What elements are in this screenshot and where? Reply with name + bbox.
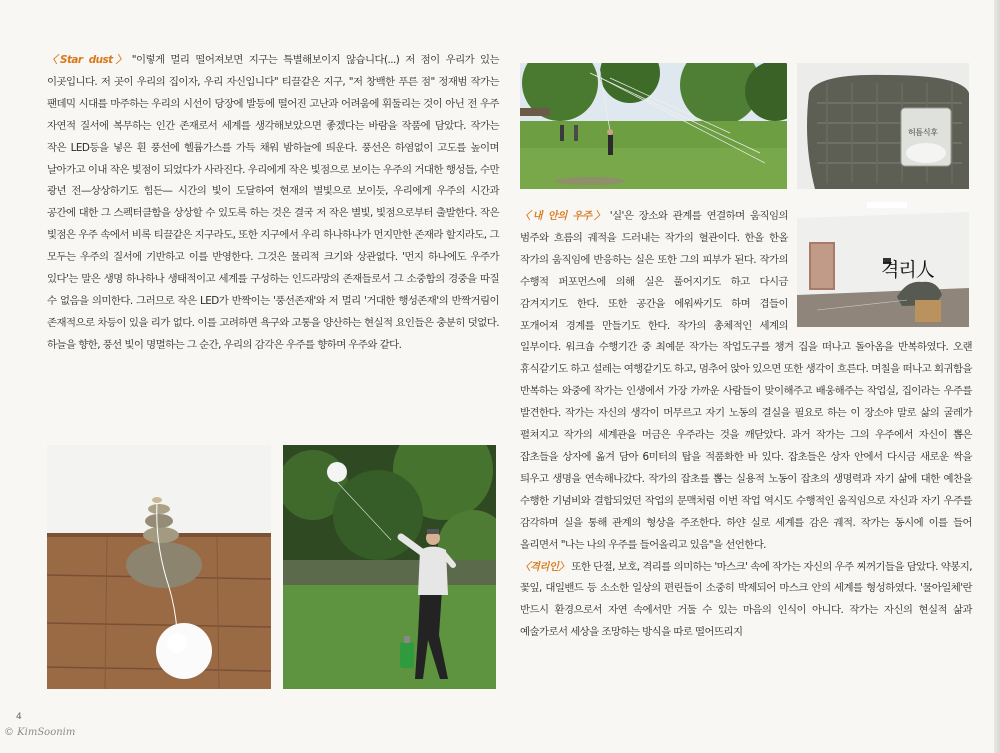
page-number: 4 — [16, 712, 22, 722]
star-dust-text — [47, 50, 499, 357]
watermark: © KimSoonim — [4, 727, 76, 738]
inner-universe-float-spacer — [788, 206, 972, 336]
gallery-wall-sign: 격리人 — [881, 259, 934, 281]
thread-garden-photo — [520, 63, 787, 189]
inner-universe-text — [520, 206, 972, 644]
page-binding-edge — [994, 0, 1000, 753]
isolation-title: 〈격리인〉 — [520, 560, 569, 573]
balloon-release-photo — [283, 445, 496, 689]
star-dust-body: "이렇게 멀리 떨어져보면 지구는 특별해보이지 않습니다(...) 저 점이 우리가 있는 이곳입니다. 저 곳이 우리의 집이자, 우리 자신입니다" 티끌같은 지구, "저 창백한 푸른 점" 정재범 작가는 팬데믹 시대를 마주하는 우리의 시선이 당장에 발등에 떨어진 고난과 어려움에 휘둘리는 것이 아닌 전 우주 자연적 질서에 복무하는 인간 존재로서 세계를 생각해보았으면 좋겠다는 바람을 작품에 담았다. 작가는 작은 LED등을 넣은 흰 풍선에 헬륨가스를 가득 채워 밤하늘에 띄운다. 풍선은 하염없이 고도를 높이며 날아가고 이내 작은 빛점이 되었다가 사라진다. 우리에게 작은 빛점으로 보이는 우주의 거대한 행성들, 수만 광년 전—상상하기도 힘든— 시간의 빛이 도달하여 현재의 별빛으로 보이듯, 우리에게 우주의 시간과 공간에 대한 그 스펙터클함을 상상할 수 있도록 하는 것은 결국 저 작은 별빛, 빛점으로부터 출발한다. 작은 빛점은 우주 속에서 비록 티끌같은 지구라도, 또한 지구에서 우리 하나하나가 먼지만한 존재라 할지라도, 그 모두는 우주의 질서에 기반하고 이를 반영한다. 그것은 물리적 크기와 상관없다. '먼지 하나에도 우주가 있다'는 말은 생명 하나하나 생태적이고 세계를 구성하는 인드라망의 존재들로서 그 소중함의 경중을 따질 수 없음을 의미한다. 그러므로 작은 LED가 반짝이는 '풍선존재'와 저 멀리 '거대한 행성존재'의 반짝거림이 존재적으로 차등이 있을 리가 없다. 이를 고려하면 욕구와 고통을 양산하는 현실적 요인들은 충분히 덧없다. 하늘을 향한, 풍선 빛이 명멸하는 그 순간, 우리의 감각은 우주를 향하며 우주와 같다. — [47, 54, 499, 351]
isolation-body: 또한 단절, 보호, 격리를 의미하는 '마스크' 속에 작가는 자신의 우주 찌꺼기들을 담았다. 약봉지, 꽃잎, 대일밴드 등 소소한 일상의 편린들이 소중히 박제되어 마스크 안의 세계를 형성하였다. '물아일체'란 반드시 환경으로서 자연 속에서만 거둘 수 있는 마음의 인식이 아니다. 작가는 자신의 현실적 삶과 예술가로서 세상을 조망하는 방식을 따로 떨어뜨리지 — [520, 560, 972, 639]
inner-universe-title: 〈내 안의 우주〉 — [520, 210, 607, 222]
mask-artwork-photo — [797, 63, 969, 189]
star-dust-title: 〈Star dust〉 — [47, 54, 129, 66]
stone-balloon-photo — [47, 445, 271, 689]
mask-label: 허틈식후 — [908, 128, 938, 137]
inner-universe-body: '실'은 장소와 관계를 연결하며 움직임의 범주와 흐름의 궤적을 드러내는 작가의 혈관이다. 한올 한올 작가의 움직임에 반응하는 실은 또한 그의 피부가 된다. 작가의 수행적 퍼포먼스에 의해 실은 풀어지기도 하고 다시금 감겨지기도 한다. 또한 공간을 에워싸기도 하며 겹들이 포개어져 경계를 만들기도 한다. 작가의 총체적인 세계의 일부이다. 워크숍 수행기간 중 최예문 작가는 작업도구를 챙겨 집을 떠나고 돌아옴을 반복하였다. 오랜 휴식같기도 하고 설레는 여행같기도 하고, 멈추어 앉아 있으면 또한 생각이 흐른다. 며칠을 떠나고 회귀함을 반복하는 와중에 작가는 인생에서 가장 가까운 사람들이 맞이해주고 배웅해주는 작업실, 집이라는 우주를 발견한다. 작가는 자신의 생각이 머무르고 자기 노동의 결실을 필요로 하는 이 장소야 말로 삶의 굴레가 펼쳐지고 작가의 세계관을 머금은 우주라는 것을 깨닫았다. 과거 작가는 그의 우주에서 자신이 뽑은 잡초들을 상자에 옮겨 담아 6미터의 탑을 적품화한 바 있다. 잡초들은 상자 안에서 다시금 새로운 싹을 틔우고 생명을 연속해나갔다. 작가의 잡초를 뽑는 실용적 노동이 잡초의 생명력과 자기 삶에 대한 예찬을 수행한 기념비와 결합되었던 작업의 문맥처럼 이번 작업 역시도 수행적인 움직임으로 자신과 자기 우주를 감각하며 실을 통해 관계의 형상을 주조한다. 하얀 실로 세계를 감은 궤적. 작가는 동시에 이를 들어 올리면서 "나는 나의 우주를 들어올리고 있음"을 선언한다. — [520, 210, 972, 551]
